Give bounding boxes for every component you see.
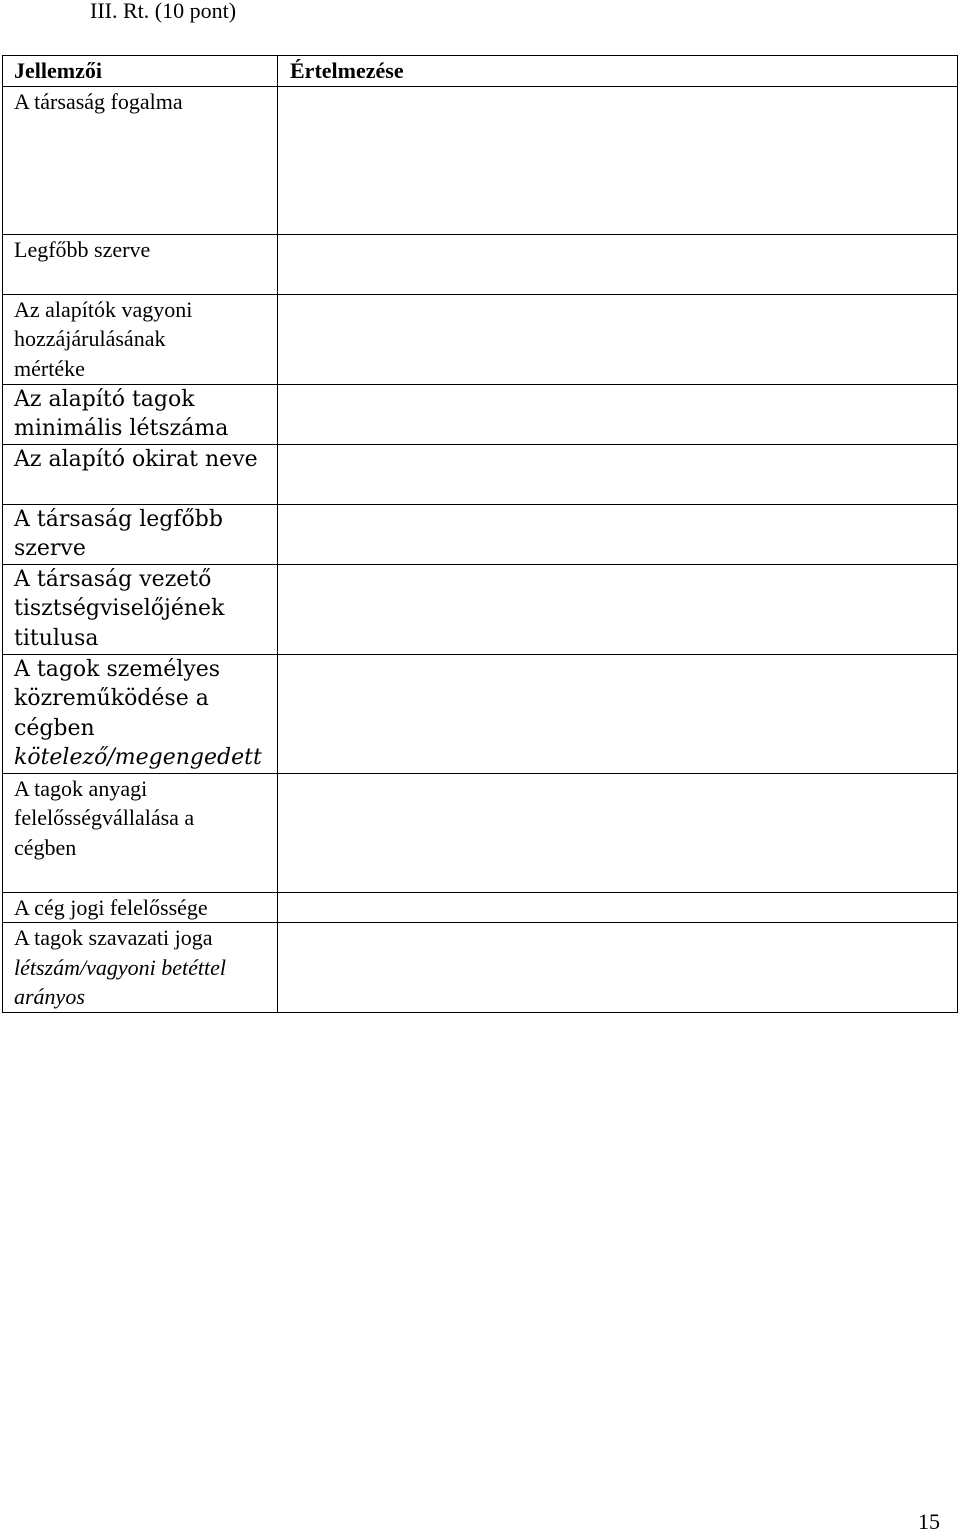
row-label [3, 86, 278, 234]
label-line: titulusa [14, 625, 99, 651]
label-line: A társaság legfőbb [14, 506, 223, 532]
characteristics-table [2, 55, 958, 1013]
table-row [3, 294, 958, 384]
table-header-row [3, 56, 958, 87]
row-label [3, 444, 278, 504]
label-line-italic: kötelező/megengedett [14, 745, 262, 770]
table-row [3, 234, 958, 294]
row-label [3, 504, 278, 564]
table-row [3, 564, 958, 654]
answer-cell[interactable] [278, 444, 958, 504]
table-row [3, 923, 958, 1013]
label-line: Legfőbb szerve [14, 236, 151, 262]
header-ertelmezese: Értelmezése [278, 56, 958, 87]
answer-cell[interactable] [278, 564, 958, 654]
label-line: szerve [14, 536, 86, 561]
label-line: A cég jogi felelőssége [14, 894, 208, 920]
answer-cell[interactable] [278, 294, 958, 384]
row-label [3, 234, 278, 294]
label-line: közreműködése a [14, 686, 209, 711]
row-label [3, 564, 278, 654]
label-line: A tagok személyes [14, 656, 221, 682]
row-label [3, 294, 278, 384]
row-label [3, 384, 278, 444]
label-line: hozzájárulásának [14, 326, 166, 351]
label-line: A tagok anyagi [14, 775, 148, 801]
row-label [3, 654, 278, 773]
page-number: 15 [918, 1509, 940, 1534]
answer-cell[interactable] [278, 384, 958, 444]
label-line: Az alapító okirat neve [14, 446, 258, 472]
label-line: minimális létszáma [14, 416, 229, 441]
table-row [3, 773, 958, 892]
answer-cell[interactable] [278, 86, 958, 234]
label-line: Az alapító tagok [14, 386, 195, 412]
label-line: A tagok szavazati joga [14, 925, 213, 950]
table-row [3, 86, 958, 234]
answer-cell[interactable] [278, 773, 958, 892]
answer-cell[interactable] [278, 654, 958, 773]
label-line: mértéke [14, 355, 85, 381]
answer-cell[interactable] [278, 234, 958, 294]
row-label [3, 892, 278, 923]
label-line-italic: arányos [14, 984, 85, 1009]
label-line: Az alapítók vagyoni [14, 296, 193, 322]
answer-cell[interactable] [278, 923, 958, 1013]
label-line: A társaság fogalma [14, 88, 183, 114]
table-row [3, 892, 958, 923]
table-row [3, 654, 958, 773]
row-label [3, 923, 278, 1013]
header-jellemzoi: Jellemzői [3, 56, 278, 87]
label-line: cégben [14, 715, 95, 741]
label-line: tisztségviselőjének [14, 596, 225, 621]
table-row [3, 384, 958, 444]
table-row [3, 504, 958, 564]
answer-cell[interactable] [278, 892, 958, 923]
table-row [3, 444, 958, 504]
label-line: cégben [14, 834, 77, 860]
label-line: A társaság vezető [14, 566, 212, 592]
answer-cell[interactable] [278, 504, 958, 564]
label-line-italic: létszám/vagyoni betéttel [14, 954, 226, 980]
row-label [3, 773, 278, 892]
section-heading: III. Rt. (10 pont) [90, 0, 237, 23]
label-line: felelősségvállalása a [14, 805, 195, 830]
